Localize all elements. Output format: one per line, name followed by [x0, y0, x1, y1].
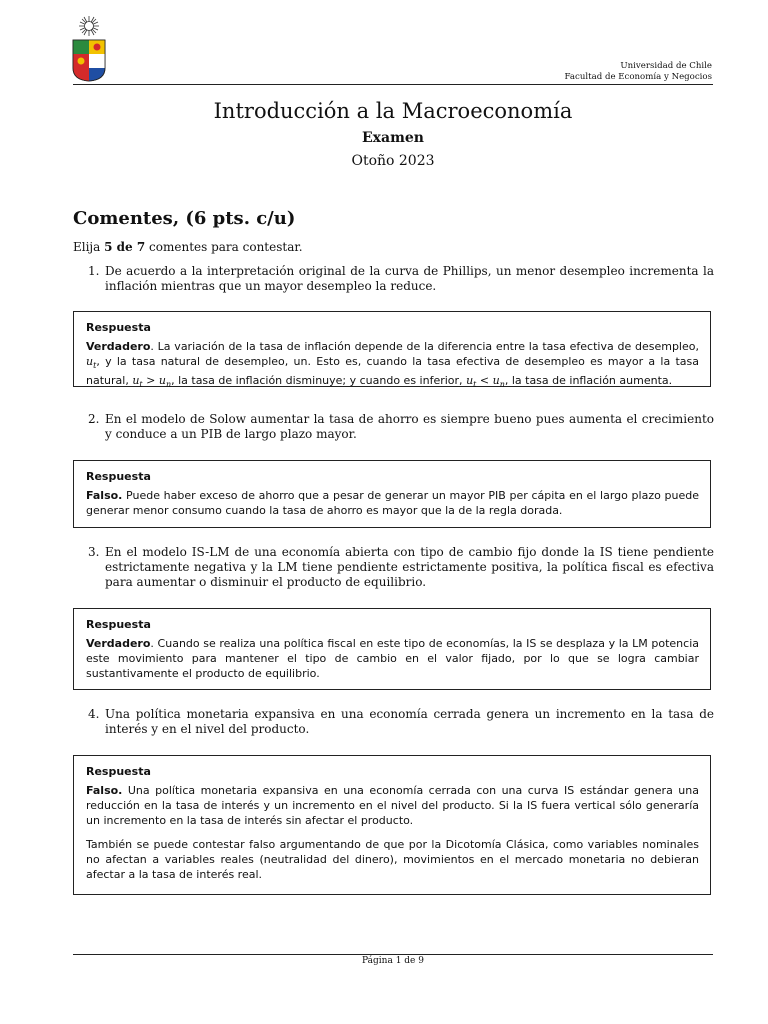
university-logo — [70, 14, 108, 82]
math-sub: n — [499, 380, 505, 390]
math-ut-gt-un — [132, 374, 172, 390]
math-sub: t — [139, 380, 143, 390]
answer-box-2 — [73, 460, 711, 528]
document-title: Introducción a la Macroeconomía — [213, 99, 573, 123]
header-divider — [73, 84, 713, 85]
answer-label: Respuesta — [86, 618, 151, 631]
question-3 — [88, 545, 714, 590]
answer-segment: , la tasa de inflación aumenta. — [504, 374, 673, 388]
answer-box-1 — [73, 311, 711, 390]
answer-segment: Una política monetaria expansiva en una economía cerrada con una curva IS estándar genera una reducción en la tasa de interés y un incremento en el nivel del producto. Si la IS fuera vertical sólo generaría un incremento en la tasa de interés sin afectar el producto. — [86, 784, 699, 827]
document-term: Otoño 2023 — [351, 153, 435, 169]
answer-verdict: Falso. — [86, 784, 123, 797]
answer-text — [86, 339, 699, 392]
answer-text — [86, 488, 699, 518]
answer-verdict: Verdadero — [86, 340, 151, 353]
answer-segment: . Cuando se realiza una política fiscal en este tipo de economías, la IS se desplaza y la LM potencia este movimiento para mantener el tipo de cambio en el valor fijado, por lo que se logra cambiar sustantivamente el producto de equilibrio. — [86, 637, 699, 680]
answer-label: Respuesta — [86, 765, 151, 778]
question-text: En el modelo de Solow aumentar la tasa de ahorro es siempre bueno pues aumenta el crecimiento y conduce a un PIB de largo plazo mayor. — [105, 412, 714, 441]
question-2 — [88, 412, 714, 442]
university-crest-icon — [70, 14, 108, 82]
math-sub: t — [473, 380, 477, 390]
math-sub: n — [165, 380, 172, 390]
instructions-prefix: Elija — [73, 240, 105, 254]
page-number: Página 1 de 9 — [362, 956, 424, 966]
document-subtitle: Examen — [362, 130, 424, 146]
question-text: En el modelo IS-LM de una economía abierta con tipo de cambio fijo donde la IS tiene pendiente estrictamente negativa y la LM tiene pendiente estrictamente positiva, la política fiscal es efectiva para aumentar o disminuir el producto de equilibrio. — [105, 545, 714, 589]
footer-divider — [73, 954, 713, 955]
math-var: u — [492, 374, 500, 388]
instructions-count: 5 de 7 — [104, 240, 146, 254]
answer-text — [86, 636, 699, 681]
question-number: 1. — [88, 264, 100, 278]
question-number: 4. — [88, 707, 100, 721]
answer-verdict: Falso. — [86, 489, 123, 502]
question-number: 2. — [88, 412, 100, 426]
question-text: Una política monetaria expansiva en una economía cerrada genera un incremento en la tasa de interés y en el nivel del producto. — [105, 707, 714, 736]
math-var: u — [86, 355, 94, 368]
answer-segment: . La variación de la tasa de inflación depende de la diferencia entre la tasa efectiva de desempleo, — [150, 340, 699, 353]
answer-text-2: También se puede contestar falso argumentando de que por la Dicotomía Clásica, como variables nominales no afectan a variables reales (neutralidad del dinero), movimientos en el mercado monetaria no debieran afectar a la tasa de interés real. — [86, 838, 699, 881]
question-number: 3. — [88, 545, 100, 559]
answer-segment: Puede haber exceso de ahorro que a pesar de generar un mayor PIB per cápita en el largo plazo puede generar menor consumo cuando la tasa de ahorro es mayor que la de la regla dorada. — [86, 489, 699, 517]
answer-box-3 — [73, 608, 711, 690]
institution-header — [565, 61, 712, 83]
university-name: Universidad de Chile — [620, 61, 712, 71]
section-title: Comentes, (6 pts. c/u) — [73, 208, 296, 229]
faculty-name: Facultad de Economía y Negocios — [564, 72, 712, 82]
answer-verdict: Verdadero — [86, 637, 151, 650]
question-text: De acuerdo a la interpretación original de la curva de Phillips, un menor desempleo incrementa la inflación mientras que un mayor desempleo la reduce. — [105, 264, 714, 293]
answer-text — [86, 783, 699, 828]
math-op: < — [476, 374, 493, 388]
math-sub: t — [93, 361, 97, 371]
math-op: > — [142, 374, 159, 388]
math-ut-lt-un — [466, 374, 505, 390]
math-var: u — [132, 374, 140, 388]
answer-segment: , y la tasa natural de desempleo, un. Esto es, cuando la tasa efectiva de desempleo es mayor a la tasa natural, — [86, 355, 699, 388]
math-var: u — [466, 374, 474, 388]
question-1 — [88, 264, 714, 294]
instructions — [73, 240, 303, 254]
answer-label: Respuesta — [86, 470, 151, 483]
question-4 — [88, 707, 714, 737]
answer-segment: , la tasa de inflación disminuye; y cuando es inferior, — [171, 374, 467, 388]
math-ut — [86, 355, 97, 371]
math-var: u — [158, 374, 166, 388]
answer-box-4 — [73, 755, 711, 895]
instructions-suffix: comentes para contestar. — [145, 240, 303, 254]
answer-label: Respuesta — [86, 321, 151, 334]
